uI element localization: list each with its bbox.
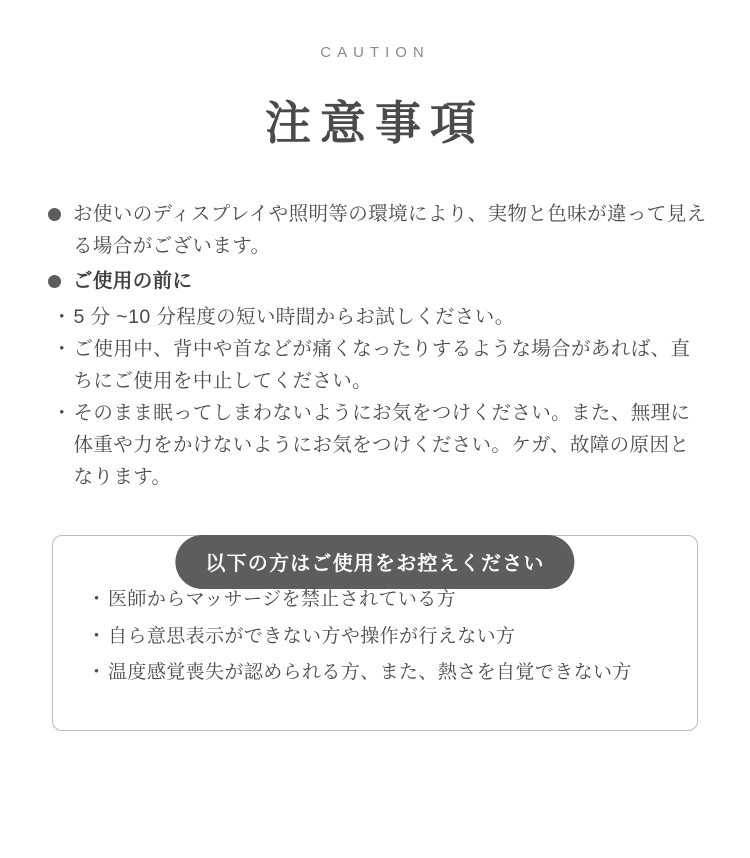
dash-mark-icon: ・ <box>52 305 72 328</box>
note-text: そのまま眠ってしまわないようにお気をつけください。また、無理に体重や力をかけないようにお気をつけください。ケガ、故障の原因となります。 <box>73 402 691 488</box>
caution-item-text: 温度感覚喪失が認められる方、また、熱さを自覚できない方 <box>108 662 632 684</box>
caution-page <box>0 44 750 858</box>
notes-list <box>28 199 722 493</box>
list-item <box>48 334 708 397</box>
dash-mark-icon: ・ <box>52 338 72 361</box>
list-item <box>48 199 708 262</box>
list-item <box>48 266 708 298</box>
bullet-dot-icon <box>48 275 61 288</box>
page-eyebrow: CAUTION <box>320 44 430 61</box>
dash-mark-icon: ・ <box>87 625 107 647</box>
dash-mark-icon: ・ <box>52 402 72 425</box>
caution-item-text: 自ら意思表示ができない方や操作が行えない方 <box>108 625 516 647</box>
caution-box-title: 以下の方はご使用をお控えください <box>175 535 574 589</box>
note-text: お使いのディスプレイや照明等の環境により、実物と色味が違って見える場合がございます。 <box>73 203 707 257</box>
dash-mark-icon: ・ <box>87 662 107 684</box>
page-title: 注意事項 <box>265 97 485 149</box>
list-item <box>48 302 708 334</box>
note-text: ご使用中、背中や首などが痛くなったりするような場合があれば、直ちにご使用を中止してください。 <box>73 338 691 392</box>
list-item <box>48 398 708 493</box>
caution-box <box>52 535 698 731</box>
list-item <box>87 657 663 689</box>
bullet-dot-icon <box>48 208 61 221</box>
list-item <box>87 621 663 653</box>
note-text: 5 分 ~10 分程度の短い時間からお試しください。 <box>73 305 515 328</box>
dash-mark-icon: ・ <box>87 589 107 611</box>
note-heading: ご使用の前に <box>73 270 193 293</box>
caution-item-text: 医師からマッサージを禁止されている方 <box>108 589 457 611</box>
